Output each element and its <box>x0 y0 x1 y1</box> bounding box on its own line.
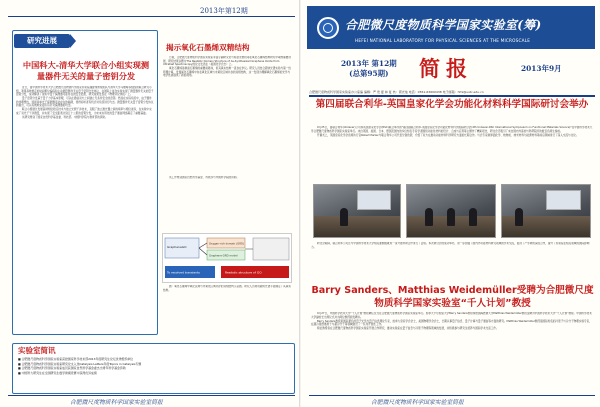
article2-body-cont <box>163 176 291 231</box>
left-top-rule <box>8 16 295 17</box>
lab-news-item: ■ 中国科大研究生在全国研究生数学建模竞赛中获得优异成绩 <box>18 370 97 375</box>
professors-paragraph: 9月27日，中国科学技术大学“千人计划”教授聘任仪式在合肥微尺度物质科学国家实验室举行。加拿大卡尔加里大学Barry Sanders教授和德国海德堡大学Matthias Weidemüller教授受聘为中国科学技术大学“千人计划”教授。中国科学技术大学副校长出席仪式并为两位教授颁发聘书。 <box>311 312 592 319</box>
masthead-title-en: HEFEI NATIONAL LABORATORY FOR PHYSICAL SCIENCES AT THE MICROSCALE <box>355 38 531 43</box>
article1-paragraph: 近日，由中国科学技术大学合肥微尺度物质科学国家实验室潘建伟教授团队与清华大学马雄峰等组成的联合研究小组，利用高效稳定的时间相位编码和主动测量器件无关量子密钥分发协议，在国际上首次实验实现了测量器件无关的量子密钥分发，成功解决了现实中量子探测器可能存在的安全隐患，研究成果发表在《物理评论快报》上。 <box>16 86 154 97</box>
figure-label: Graphene-ORD model <box>209 254 238 258</box>
figure-label: GrapheneGO <box>167 245 187 249</box>
figure-caption <box>163 285 291 335</box>
masthead-title-cn: 合肥微尺度物质科学国家实验室(筹) <box>345 18 542 32</box>
article1-paragraph: 联合小组通过发展高速相位稳定技术与独立光源干涉技术，克服了独立激光器之间的频率与相位差异，在实验中完成了双光子干涉测量，并实现了安全距离达到五十公里的密钥分发，为未来实用化的量子通信网络奠定了重要基础。 <box>16 108 152 115</box>
research-progress-tab: 研究进展 <box>14 34 70 48</box>
right-page <box>301 0 600 407</box>
article1-paragraph: 该研究得到了国家自然科学基金委、科技部、中国科学院与教育部的资助。 <box>22 115 108 119</box>
issue-number <box>341 59 397 79</box>
article2-paragraph: 氧化石墨烯是制备石墨烯的重要前驱体，但其真实结构一直存在争议。研究人员结合超快光谱实验与第一性原理计算，发现氧化石墨烯中存在氧化区域与未氧化区域共存的双相结构，这一发现为理解氧化石墨烯的光学与电学性质提供了新的视角。 <box>163 67 291 78</box>
professors-body <box>311 312 594 390</box>
article2-paragraph: 该工作得到国家自然科学基金、科技部与中国科学院的资助。 <box>169 176 240 179</box>
symposium-body <box>311 126 594 182</box>
right-footer-rule <box>309 395 595 396</box>
article2-body <box>163 56 291 170</box>
total-issue: (总第95期) <box>349 69 389 78</box>
lab-news-item: ■ 合肥微尺度物质科学国家实验室获批国家科学技术部2013年度研究生论坛优秀组织单位 <box>18 357 134 361</box>
article1-body <box>16 86 154 328</box>
graphene-oxide-figure <box>162 233 292 283</box>
symposium-photo-panel <box>406 184 496 238</box>
issue-block <box>301 55 600 91</box>
article2-title: 揭示氧化石墨烯双精结构 <box>166 43 250 52</box>
professors-paragraph: 两位教授将在合肥微尺度物质科学国家实验室开展合作研究，推动实验室在量子信息与冷原子物理等领域的发展，并积极参与研究生培养与国际学术交流工作。 <box>317 327 499 331</box>
lab-news-title: 实验室简讯 <box>18 346 56 355</box>
lab-logo-icon <box>317 17 339 39</box>
figure-caption-text: 图：氧化石墨烯中氧化区域与未氧化区域共存的双相结构示意图。研究人员利用超快光谱手段确定了其真实结构。 <box>163 285 291 292</box>
issue-no: 2013年 第12期 <box>341 59 397 68</box>
article1-paragraph: 量子密钥分发基于量子力学基本原理，可以在通信双方之间建立无条件安全的密钥。然而在实际系统中，由于器件的非理想性，特别是单光子探测器可能存在的漏洞，使得窃听者有机会对系统进行攻击。测量器件无关量子密钥分发协议的提出，可以有效地免疫所有针对探测器的攻击。 <box>16 97 154 108</box>
figure-label: To resolved transients <box>167 270 200 275</box>
symposium-paragraph: 研讨会期间，联合利华公司还与中国科学技术大学相关课题组就进一步开展科研合作进行了洽谈。本次研讨会的成功举办，进一步加强了国内外功能材料研究领域的学术交流，促进了产学研的深度合作，提升了实验室在相关领域的国际影响力。 <box>311 242 590 249</box>
lab-news-item: ■ 合肥微尺度物质科学国家实验室研究论文入选Catalysis Letters年度Topics in Catalysis专题 <box>18 361 142 366</box>
left-footer: 合肥微尺度物质科学国家实验室简报 <box>70 400 163 406</box>
symposium-photo-audience <box>501 184 591 238</box>
masthead <box>307 6 595 49</box>
lab-news-item: ■ 合肥微尺度物质科学国家实验室成员获国家自然科学基金委杰出青年科学基金资助 <box>18 366 126 371</box>
headline-professors: Barry Sanders、Matthias Weidemüller受聘为合肥微尺度物质科学国家实验室“千人计划”教授 <box>311 285 594 309</box>
professors-paragraph: Barry Sanders教授是国际著名的量子光学与量子信息理论专家，加拿大皇家学会会士，美国物理学会会士，长期从事量子信息、量子计算与量子通信等方面的研究。Matthias Weidemüller教授是国际知名的冷原子与冷分子物理实验专家，在超冷里德堡原子与超冷分子等领域做出了一系列开创性工作。 <box>311 319 592 327</box>
right-top-rule <box>309 95 595 97</box>
headline-symposium: 第四届联合利华-英国皇家化学会功能化材料科学国际研讨会举办 <box>315 99 589 110</box>
right-footer: 合肥微尺度物质科学国家实验室简报 <box>371 400 464 406</box>
symposium-paragraph: 开幕式上，英国皇家化学会首席执行官Robert Parker与联合利华公司代表分别致辞，介绍了双方在推动功能材料科学研究方面的长期合作。与会专家就界面化学、软物质、纳米材料与能源材料等前沿领域进行了深入交流与讨论。 <box>317 133 579 137</box>
figure-label: Oxygen-rich domain (ORD) <box>209 242 245 246</box>
left-issue-label: 2013年第12期 <box>200 7 248 15</box>
article1-title: 中国科大-清华大学联合小组实现测量器件无关的量子密钥分发 <box>22 60 150 81</box>
lab-news-list <box>18 357 288 375</box>
issue-month: 2013年9月 <box>521 64 562 73</box>
symposium-body-cont <box>311 242 594 276</box>
bulletin-title: 简报 <box>419 56 473 81</box>
figure-diagram <box>163 234 293 284</box>
imprint-line: 合肥微尺度物质科学国家实验室办公室编 编辑：严 贵 夏 林 复 核：郭光灿 电话：0551-63600438 电子邮箱：hfnl@ustc.edu.cn <box>309 90 484 94</box>
symposium-paragraph: 9月25日，由联合利华(Unilever)公司和英国皇家化学会(RSC)联合举办的"第四届联合利华-英国皇家化学会功能化材料科学国际研讨会(4th Unilever-RSC International Symposium on Functional Materials Science)"在中国科学技术大学合肥微尺度物质科学国家实验室举行。来自英国、美国、日本、德国及国内的多位知名专家学者围绕功能化材料的设计、合成与应用等主题作了精彩报告，研讨会还吸引了来自国内外高校与科研院所的数百名师生参加。 <box>311 126 593 133</box>
figure-label: Realistic structure of GO <box>225 270 262 275</box>
symposium-photo-speaker <box>313 184 401 238</box>
left-footer-rule <box>8 395 295 396</box>
article2-paragraph: 日前，合肥微尺度物质科学国家实验室李震宇副研究员与杨金龙教授等在氧化石墨烯结构研究中取得重要进展，研究结果以题为The Realistic Domain Structure of As-Synthesized Graphene Oxide from Ultrafast Spectroscopy的论文发表在《美国化学会志》上。 <box>163 56 291 67</box>
